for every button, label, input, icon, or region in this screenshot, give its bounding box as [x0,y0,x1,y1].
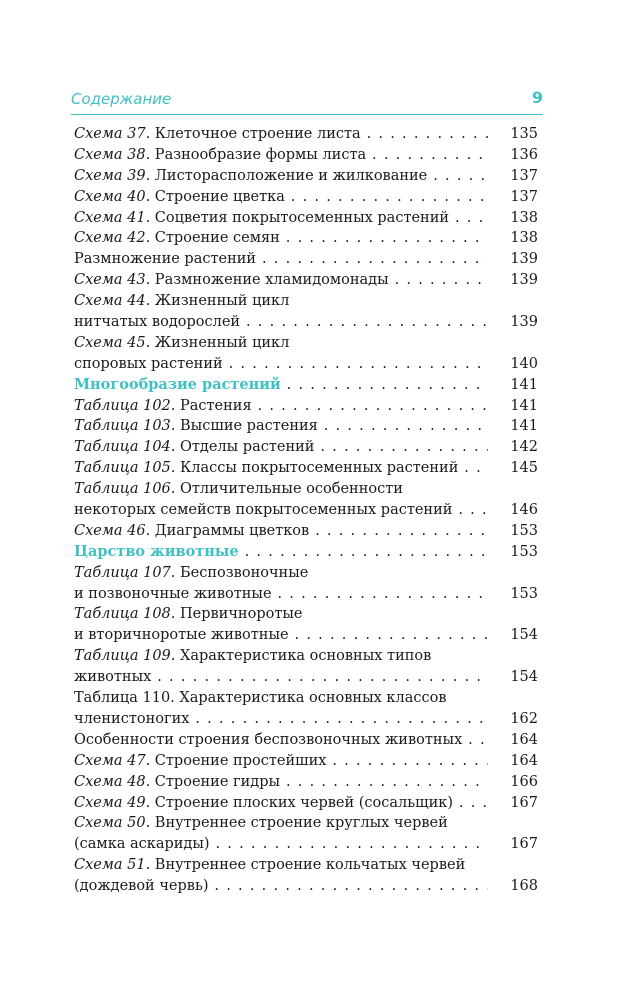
toc-entry-title [74,772,488,793]
toc-entry-page: 154 [510,669,538,686]
toc-entry-page: 135 [510,126,538,142]
toc-entry-label: Схема 38 [74,146,146,163]
toc-entry-text: Многообразие растений [74,375,281,393]
toc-entry-text: . Строение плоских червей (сосальщик) [145,794,453,811]
toc-entry [74,730,538,751]
toc-entry-title [74,688,488,709]
toc-entry-label: Схема 40 [74,188,146,205]
toc-entry-text: . Жизненный цикл [145,334,290,351]
toc-entry-title [74,354,488,375]
toc-entry [74,145,538,166]
toc-entry-page: 164 [510,731,538,748]
toc-entry-label: Таблица 104 [74,439,171,456]
toc-entry-title [74,479,488,500]
toc-entry-text: . Соцветия покрытосеменных растений [145,209,450,226]
toc-section-heading [74,542,538,563]
toc-entry-title [74,145,488,166]
page-number: 9 [531,88,543,107]
toc-entry [74,834,538,855]
toc-entry-text: нитчатых водорослей [74,314,241,331]
toc-entry-title [74,333,488,354]
toc-entry-text: . Классы покрытосеменных растений [170,460,459,477]
toc-entry-title [74,709,488,730]
toc-entry-page: 166 [510,773,538,790]
toc-entry-label: Таблица 106 [74,481,171,498]
toc-entry-text: . Разнообразие формы листа [145,146,367,163]
toc-entry-title [74,396,488,417]
toc-entry [74,604,538,625]
toc-entry [74,187,538,208]
toc-entry-title [74,604,488,625]
toc-entry-text: (дождевой червь) [74,878,209,895]
toc-entry-page: 139 [510,272,538,289]
toc-entry [74,270,538,291]
toc-entry [74,208,538,229]
toc-entry-text: и вторичноротые животные [74,627,289,644]
toc-entry-text: . Растения [170,397,252,414]
toc-entry [74,124,538,145]
toc-entry-text: . Листорасположение и жилкование [145,167,428,184]
toc-entry [74,876,538,897]
toc-entry [74,333,538,354]
toc-entry-page: 138 [510,209,538,226]
toc-entry-text: . Беспозвоночные [170,564,309,581]
toc-entry-title [74,228,488,249]
toc-entry-label: Схема 37 [74,126,146,142]
toc-entry-page: 141 [510,397,538,414]
toc-entry-text: . Строение гидры [145,773,281,790]
table-of-contents [74,124,538,897]
toc-entry-title [74,646,488,667]
toc-entry [74,458,538,479]
toc-entry-label: Схема 51 [74,857,146,874]
toc-entry-title [74,291,488,312]
toc-entry-label: Таблица 105 [74,460,171,477]
toc-entry-page: 146 [510,502,538,519]
toc-entry [74,646,538,667]
toc-entry [74,396,538,417]
toc-entry-text: . Строение простейших [145,752,327,769]
toc-entry-label: Схема 42 [74,230,146,247]
toc-entry-title [74,458,488,479]
toc-entry-page: 141 [510,376,538,393]
toc-entry [74,584,538,605]
toc-entry-text: . Строение семян [145,230,280,247]
toc-entry-title [74,416,488,437]
toc-entry-page: 168 [510,878,538,895]
toc-entry-page: 162 [510,710,538,727]
toc-entry-title [74,521,488,542]
toc-entry [74,291,538,312]
toc-entry-label: Таблица 107 [74,564,171,581]
toc-entry [74,751,538,772]
toc-entry [74,813,538,834]
toc-entry [74,416,538,437]
toc-entry-text: Размножение растений [74,251,257,268]
toc-entry-text: . Отделы растений [170,439,315,456]
toc-entry-label: Схема 39 [74,167,146,184]
toc-entry-title [74,667,488,688]
toc-entry-text: . Клеточное строение листа [145,126,361,142]
toc-entry [74,855,538,876]
toc-entry-label: Схема 49 [74,794,146,811]
toc-entry [74,688,538,709]
toc-section-heading [74,375,538,396]
toc-entry-page: 145 [510,460,538,477]
toc-entry [74,228,538,249]
toc-entry-text: Царство животные [74,542,239,560]
toc-entry-label: Схема 48 [74,773,146,790]
toc-entry-page: 137 [510,167,538,184]
toc-entry [74,625,538,646]
toc-entry-title [74,793,488,814]
toc-entry [74,312,538,333]
toc-entry-text: животных [74,669,152,686]
toc-entry-title [74,542,488,563]
toc-entry-title [74,187,488,208]
toc-entry-text: . Отличительные особенности [170,481,403,498]
toc-entry-text: . Высшие растения [170,418,318,435]
toc-entry-title [74,855,488,876]
toc-entry-page: 167 [510,836,538,853]
toc-entry-page: 154 [510,627,538,644]
toc-entry [74,479,538,500]
toc-entry-text: . Размножение хламидомонады [145,272,389,289]
toc-entry-text: и позвоночные животные [74,585,272,602]
toc-entry-text: Таблица 110. Характеристика основных классов [74,690,447,707]
toc-entry [74,354,538,375]
toc-entry-page: 141 [510,418,538,435]
toc-entry-label: Таблица 109 [74,648,171,665]
toc-entry-page: 138 [510,230,538,247]
toc-entry [74,500,538,521]
toc-entry-page: 137 [510,188,538,205]
toc-entry-title [74,437,488,458]
toc-entry-text: . Внутреннее строение кольчатых червей [145,857,466,874]
toc-entry-title [74,270,488,291]
toc-entry-label: Схема 46 [74,522,146,539]
toc-entry-title [74,166,488,187]
toc-entry-title [74,500,488,521]
toc-entry-title [74,312,488,333]
toc-entry-title [74,876,488,897]
toc-entry-page: 167 [510,794,538,811]
toc-entry-label: Схема 47 [74,752,146,769]
toc-entry-title [74,813,488,834]
toc-entry-title [74,208,488,229]
toc-entry-text: . Первичноротые [170,606,303,623]
toc-entry [74,437,538,458]
toc-entry-text: споровых растений [74,355,223,372]
toc-entry-label: Таблица 103 [74,418,171,435]
toc-entry-text: членистоногих [74,710,190,727]
toc-entry-text: . Диаграммы цветков [145,522,310,539]
toc-entry-page: 164 [510,752,538,769]
toc-entry-label: Таблица 108 [74,606,171,623]
toc-entry-text: . Строение цветка [145,188,285,205]
toc-entry-label: Схема 50 [74,815,146,832]
toc-entry-page: 139 [510,314,538,331]
toc-entry-text: (самка аскариды) [74,836,210,853]
toc-entry-label: Схема 41 [74,209,146,226]
toc-entry-text: Особенности строения беспозвоночных животных [74,731,463,748]
toc-entry-label: Схема 45 [74,334,146,351]
toc-entry-page: 153 [510,543,538,560]
toc-entry-text: . Жизненный цикл [145,293,290,310]
toc-entry-label: Схема 43 [74,272,146,289]
toc-entry-title [74,124,488,145]
toc-entry-title [74,249,488,270]
toc-entry [74,793,538,814]
toc-entry-page: 136 [510,146,538,163]
section-title: Содержание [71,90,172,108]
toc-entry-page: 153 [510,522,538,539]
toc-entry-label: Таблица 102 [74,397,171,414]
toc-entry-page: 139 [510,251,538,268]
toc-entry-title [74,730,488,751]
toc-entry-title [74,834,488,855]
toc-entry [74,667,538,688]
toc-entry [74,249,538,270]
toc-entry [74,772,538,793]
toc-entry-page: 142 [510,439,538,456]
toc-entry-title [74,625,488,646]
toc-entry-title [74,375,488,396]
toc-entry [74,166,538,187]
toc-entry-text: . Внутреннее строение круглых червей [145,815,448,832]
toc-entry-title [74,563,488,584]
toc-entry-text: некоторых семейств покрытосеменных растений [74,502,453,519]
toc-entry [74,563,538,584]
page-header [71,88,543,115]
toc-entry-title [74,584,488,605]
toc-entry-page: 153 [510,585,538,602]
toc-entry-text: . Характеристика основных типов [170,648,432,665]
toc-entry [74,709,538,730]
toc-entry-label: Схема 44 [74,293,146,310]
toc-entry-title [74,751,488,772]
toc-entry-page: 140 [510,355,538,372]
toc-entry [74,521,538,542]
